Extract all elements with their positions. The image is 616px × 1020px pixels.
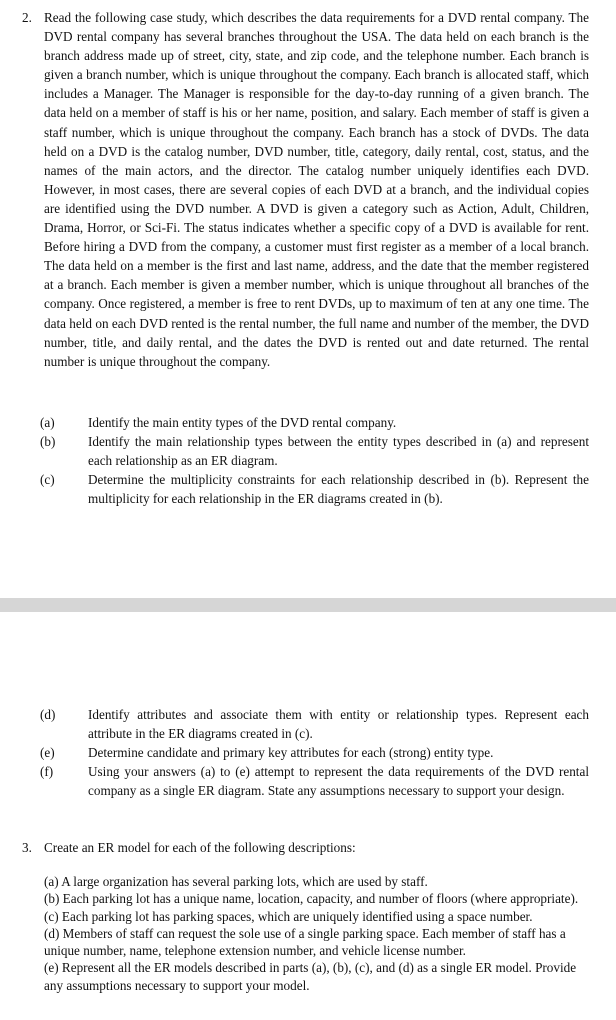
part-label: (f) [40, 764, 54, 779]
part-label: (e) [40, 745, 55, 760]
question-3-intro: Create an ER model for each of the following descriptions: [44, 840, 356, 855]
question-2-case-study: Read the following case study, which describes the data requirements for a DVD rental company. The DVD rental company has several branches throughout the USA. The data held on each branch is the branch address made up of street, city, state, and zip code, and the telephone number. Each branch is given a branch number, which is unique throughout the company. Each branch is allocated staff, which includes a Manager. The Manager is responsible for the day-to-day running of a given branch. The data held on a member of staff is his or her name, position, and salary. Each member of staff is given a staff number, which is unique throughout the company. Each branch has a stock of DVDs. The data held on a DVD is the catalog number, DVD number, title, category, daily rental, cost, status, and the names of the main actors, and the director. The catalog number uniquely identifies each DVD. However, in most cases, there are several copies of each DVD at a branch, and the individual copies are identified using the DVD number. A DVD is given a category such as Action, Adult, Children, Drama, Horror, or Sci-Fi. The status indicates whether a specific copy of a DVD is available for rent. Before hiring a DVD from the company, a customer must first register as a member of a local branch. The data held on a member is the first and last name, address, and the date that the member registered at a branch. Each member is given a member number, which is unique throughout all branches of the company. Once registered, a member is free to rent DVDs, up to maximum of ten at any one time. The data held on each DVD rented is the rental number, the full name and number of the member, the DVD number, title, and daily rental, and the dates the DVD is rented out and date returned. The rental number is unique throughout the company. [44, 10, 589, 369]
part-text: Using your answers (a) to (e) attempt to represent the data requirements of the DVD rental company as a single ER diagram. State any assumptions necessary to support your design. [88, 764, 589, 798]
question-2-number: 2. [22, 10, 32, 25]
page-2 [0, 612, 616, 1020]
part-text: Determine the multiplicity constraints for each relationship described in (b). Represent the multiplicity for each relationship in the ER diagrams created in (b). [88, 472, 589, 506]
question-3-item-d: (d) Members of staff can request the sole use of a single parking space. Each member of staff has a unique number, name, telephone extension number, and vehicle license number. [44, 925, 566, 959]
question-3-item-a: (a) A large organization has several parking lots, which are used by staff. [44, 874, 428, 889]
part-text: Determine candidate and primary key attributes for each (strong) entity type. [88, 745, 494, 760]
question-3-item-c: (c) Each parking lot has parking spaces, which are uniquely identified using a space number. [44, 908, 533, 924]
question-3-number: 3. [22, 840, 32, 855]
question-3-items [44, 873, 594, 994]
part-label: (b) [40, 434, 56, 449]
part-label: (d) [40, 707, 56, 722]
question-3-item-b: (b) Each parking lot has a unique name, location, capacity, and number of floors (where appropriate). [44, 891, 579, 907]
part-label: (c) [40, 472, 55, 487]
part-text: Identify the main relationship types between the entity types described in (a) and represent each relationship as an ER diagram. [88, 434, 589, 468]
part-text: Identify attributes and associate them with entity or relationship types. Represent each attribute in the ER diagrams created in (c). [88, 707, 589, 741]
part-text: Identify the main entity types of the DVD rental company. [88, 415, 397, 430]
part-label: (a) [40, 415, 55, 430]
page-separator [0, 598, 616, 612]
question-3-item-e: (e) Represent all the ER models described in parts (a), (b), (c), and (d) as a single ER model. Provide any assumptions necessary to support your model. [44, 960, 577, 993]
